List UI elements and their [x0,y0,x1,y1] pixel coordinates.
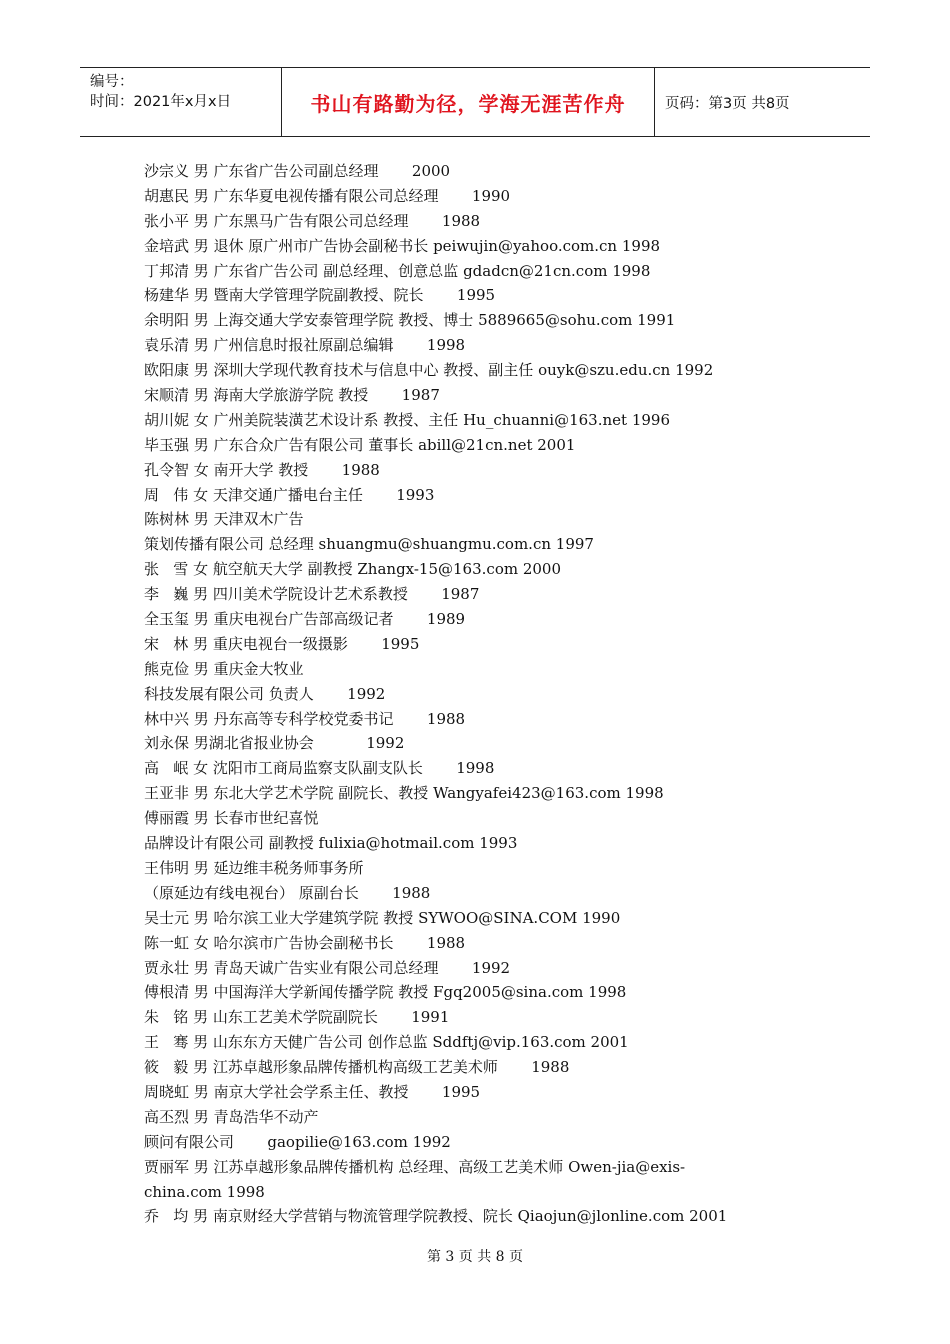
text-line: 宋 林 男 重庆电视台一级摄影 1995 [144,634,420,653]
text-line: 傅丽霞 男 长春市世纪喜悦 [144,809,319,828]
page-footer: 第 3 页 共 8 页 [426,1249,524,1265]
text-line: 王伟明 男 延边维丰税务师事务所 [144,858,364,877]
text-line: 王 骞 男 山东东方天健广告公司 创作总监 Sddftj@vip.163.com 2001 [144,1033,629,1052]
text-line: 李 巍 男 四川美术学院设计艺术系教授 1987 [144,585,480,604]
text-line: 朱 铭 男 山东工艺美术学院副院长 1991 [144,1008,450,1027]
text-line: 筱 毅 男 江苏卓越形象品牌传播机构高级工艺美术师 1988 [144,1058,570,1077]
text-line: 科技发展有限公司 负责人 1992 [144,684,386,703]
text-line: 王亚非 男 东北大学艺术学院 副院长、教授 Wangyafei423@163.com 1998 [144,784,664,803]
text-line: 沙宗义 男 广东省广告公司副总经理 2000 [144,162,451,180]
text-line: 林中兴 男 丹东高等专科学校党委书记 1988 [144,709,466,728]
text-line: 品牌设计有限公司 副教授 fulixia@hotmail.com 1993 [144,834,518,853]
text-line: 周 伟 女 天津交通广播电台主任 1993 [144,485,435,504]
header-meta [80,68,282,136]
text-line: china.com 1998 [144,1182,265,1201]
text-line: 陈树林 男 天津双木广告 [144,510,304,529]
text-line: 胡惠民 男 广东华夏电视传播有限公司总经理 1990 [144,186,511,205]
text-line: 刘永保 男湖北省报业协会 1992 [144,734,405,753]
document-body [144,159,844,1229]
text-line: 毕玉强 男 广东合众广告有限公司 董事长 abill@21cn.net 2001 [144,435,576,454]
text-line: 陈一虹 女 哈尔滨市广告协会副秘书长 1988 [144,933,466,952]
text-line: 策划传播有限公司 总经理 shuangmu@shuangmu.com.cn 1997 [144,535,594,554]
text-line: 张 雪 女 航空航天大学 副教授 Zhangx-15@163.com 2000 [144,560,562,579]
header-page-info: 页码：第3页 共8页 [665,95,790,112]
text-line: （原延边有线电视台） 原副台长 1988 [144,883,431,902]
text-line: 欧阳康 男 深圳大学现代教育技术与信息中心 教授、副主任 ouyk@szu.edu.cn 1992 [144,361,714,380]
text-line: 高丕烈 男 青岛浩华不动产 [144,1107,319,1126]
text-line: 杨建华 男 暨南大学管理学院副教授、院长 1995 [144,286,496,305]
text-line: 丁邦清 男 广东省广告公司 副总经理、创意总监 gdadcn@21cn.com 1998 [144,261,651,280]
text-line: 余明阳 男 上海交通大学安泰管理学院 教授、博士 5889665@sohu.com 1991 [144,311,676,330]
text-line: 袁乐清 男 广州信息时报社原副总编辑 1998 [144,336,466,355]
text-line: 张小平 男 广东黑马广告有限公司总经理 1988 [144,211,481,230]
text-line: 宋顺清 男 海南大学旅游学院 教授 1987 [144,386,440,405]
document-date: 时间：2021年x月x日 [90,94,232,110]
text-line: 熊克俭 男 重庆金大牧业 [144,659,304,678]
text-line: 胡川妮 女 广州美院装潢艺术设计系 教授、主任 Hu_chuanni@163.net 1996 [144,410,671,429]
text-line: 贾永壮 男 青岛天诚广告实业有限公司总经理 1992 [144,958,511,977]
text-line: 周晓虹 男 南京大学社会学系主任、教授 1995 [144,1082,481,1101]
text-line: 孔令智 女 南开大学 教授 1988 [144,460,380,479]
text-line: 吴士元 男 哈尔滨工业大学建筑学院 教授 SYWOO@SINA.COM 1990 [144,908,621,927]
text-line: 乔 均 男 南京财经大学营销与物流管理学院教授、院长 Qiaojun@jlonline.com 2001 [144,1207,728,1226]
text-line: 全玉玺 男 重庆电视台广告部高级记者 1989 [144,610,466,629]
page-header [80,67,870,137]
text-line: 金培武 男 退休 原广州市广告协会副秘书长 peiwujin@yahoo.com.cn 1998 [144,236,661,255]
text-line: 顾问有限公司 gaopilie@163.com 1992 [144,1132,451,1151]
text-line: 高 岷 女 沈阳市工商局监察支队副支队长 1998 [144,759,495,778]
document-number-label: 编号： [90,74,134,90]
text-line: 傅根清 男 中国海洋大学新闻传播学院 教授 Fgq2005@sina.com 1998 [144,983,627,1002]
text-line: 贾丽军 男 江苏卓越形象品牌传播机构 总经理、高级工艺美术师 Owen-jia@exis- [144,1157,686,1176]
header-motto: 书山有路勤为径，学海无涯苦作舟 [282,68,655,136]
